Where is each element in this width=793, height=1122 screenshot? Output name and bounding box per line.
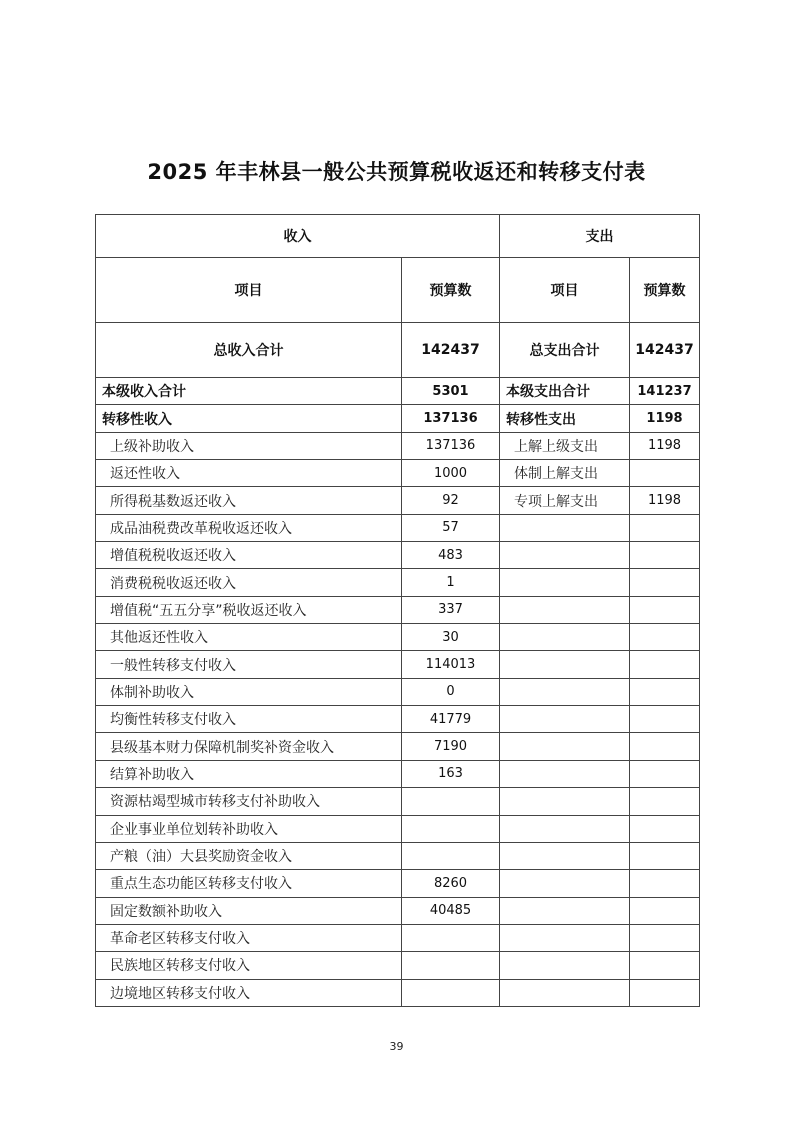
expense-item-label — [500, 788, 630, 815]
expense-budget-value: 1198 — [630, 405, 700, 432]
income-budget-value — [402, 815, 500, 842]
income-budget-value — [402, 979, 500, 1006]
expense-budget-value — [630, 706, 700, 733]
income-item-label: 固定数额补助收入 — [96, 897, 402, 924]
table-row — [96, 815, 700, 842]
expense-budget-value — [630, 542, 700, 569]
income-budget-value: 337 — [402, 596, 500, 623]
expense-item-label — [500, 924, 630, 951]
expense-budget-value — [630, 569, 700, 596]
table-row — [96, 870, 700, 897]
income-item-label: 体制补助收入 — [96, 678, 402, 705]
expense-budget-value — [630, 460, 700, 487]
expense-item-label — [500, 815, 630, 842]
total-expense-label: 总支出合计 — [500, 323, 630, 378]
expense-budget-value — [630, 952, 700, 979]
income-budget-value: 483 — [402, 542, 500, 569]
income-item-label: 增值税税收返还收入 — [96, 542, 402, 569]
income-budget-value: 41779 — [402, 706, 500, 733]
income-budget-value: 1 — [402, 569, 500, 596]
table-row — [96, 842, 700, 869]
expense-item-label: 转移性支出 — [500, 405, 630, 432]
budget-table — [95, 214, 700, 1007]
expense-budget-value — [630, 678, 700, 705]
income-item-label: 结算补助收入 — [96, 760, 402, 787]
expense-item-label — [500, 624, 630, 651]
income-item-label: 企业事业单位划转补助收入 — [96, 815, 402, 842]
income-item-label: 消费税税收返还收入 — [96, 569, 402, 596]
expense-item-label: 上解上级支出 — [500, 432, 630, 459]
income-budget-value — [402, 842, 500, 869]
income-group-header: 收入 — [96, 215, 500, 258]
income-budget-value: 30 — [402, 624, 500, 651]
income-item-label: 增值税“五五分享”税收返还收入 — [96, 596, 402, 623]
document-title: 2025 年丰林县一般公共预算税收返还和转移支付表 — [147, 160, 646, 184]
expense-item-label — [500, 596, 630, 623]
income-budget-value — [402, 952, 500, 979]
income-budget-value: 5301 — [402, 378, 500, 405]
expense-item-label: 专项上解支出 — [500, 487, 630, 514]
expense-item-label — [500, 842, 630, 869]
table-row — [96, 897, 700, 924]
income-budget-value: 7190 — [402, 733, 500, 760]
expense-budget-value — [630, 760, 700, 787]
table-row — [96, 651, 700, 678]
income-item-label: 民族地区转移支付收入 — [96, 952, 402, 979]
expense-budget-value — [630, 514, 700, 541]
income-item-label: 上级补助收入 — [96, 432, 402, 459]
expense-item-header: 项目 — [500, 258, 630, 323]
total-income-value: 142437 — [402, 323, 500, 378]
income-budget-value: 163 — [402, 760, 500, 787]
income-item-label: 本级收入合计 — [96, 378, 402, 405]
expense-group-header: 支出 — [500, 215, 700, 258]
column-header-row — [96, 258, 700, 323]
expense-budget-value — [630, 788, 700, 815]
total-income-label: 总收入合计 — [96, 323, 402, 378]
expense-budget-value: 141237 — [630, 378, 700, 405]
table-row — [96, 788, 700, 815]
income-budget-header: 预算数 — [402, 258, 500, 323]
expense-item-label — [500, 706, 630, 733]
expense-item-label — [500, 760, 630, 787]
expense-item-label — [500, 514, 630, 541]
total-expense-value: 142437 — [630, 323, 700, 378]
expense-budget-value — [630, 733, 700, 760]
expense-item-label — [500, 897, 630, 924]
income-budget-value — [402, 924, 500, 951]
table-row — [96, 924, 700, 951]
income-budget-value: 1000 — [402, 460, 500, 487]
income-item-label: 其他返还性收入 — [96, 624, 402, 651]
expense-item-label — [500, 569, 630, 596]
income-budget-value: 57 — [402, 514, 500, 541]
income-item-label: 县级基本财力保障机制奖补资金收入 — [96, 733, 402, 760]
income-item-label: 产粮（油）大县奖励资金收入 — [96, 842, 402, 869]
table-row — [96, 706, 700, 733]
income-item-label: 转移性收入 — [96, 405, 402, 432]
expense-item-label: 本级支出合计 — [500, 378, 630, 405]
expense-item-label — [500, 870, 630, 897]
table-row — [96, 733, 700, 760]
table-row — [96, 596, 700, 623]
expense-budget-value — [630, 624, 700, 651]
expense-budget-value — [630, 897, 700, 924]
table-row — [96, 624, 700, 651]
income-budget-value — [402, 788, 500, 815]
expense-item-label: 体制上解支出 — [500, 460, 630, 487]
income-item-label: 重点生态功能区转移支付收入 — [96, 870, 402, 897]
expense-budget-value — [630, 870, 700, 897]
expense-budget-value — [630, 842, 700, 869]
table-row — [96, 760, 700, 787]
expense-budget-value — [630, 815, 700, 842]
table-row — [96, 678, 700, 705]
income-budget-value: 0 — [402, 678, 500, 705]
expense-budget-value — [630, 924, 700, 951]
table-row — [96, 487, 700, 514]
expense-budget-value — [630, 651, 700, 678]
expense-item-label — [500, 733, 630, 760]
expense-item-label — [500, 678, 630, 705]
table-row — [96, 405, 700, 432]
income-item-header: 项目 — [96, 258, 402, 323]
income-budget-value: 40485 — [402, 897, 500, 924]
grand-total-row — [96, 323, 700, 378]
table-row — [96, 952, 700, 979]
income-budget-value: 137136 — [402, 405, 500, 432]
table-row — [96, 378, 700, 405]
income-item-label: 均衡性转移支付收入 — [96, 706, 402, 733]
income-item-label: 所得税基数返还收入 — [96, 487, 402, 514]
table-row — [96, 542, 700, 569]
expense-budget-value: 1198 — [630, 487, 700, 514]
income-item-label: 返还性收入 — [96, 460, 402, 487]
table-row — [96, 432, 700, 459]
expense-item-label — [500, 542, 630, 569]
income-budget-value: 137136 — [402, 432, 500, 459]
income-item-label: 成品油税费改革税收返还收入 — [96, 514, 402, 541]
expense-budget-value: 1198 — [630, 432, 700, 459]
group-header-row — [96, 215, 700, 258]
page-number: 39 — [389, 1040, 404, 1053]
table-row — [96, 514, 700, 541]
expense-budget-header: 预算数 — [630, 258, 700, 323]
income-item-label: 资源枯竭型城市转移支付补助收入 — [96, 788, 402, 815]
expense-budget-value — [630, 979, 700, 1006]
income-budget-value: 114013 — [402, 651, 500, 678]
income-budget-value: 92 — [402, 487, 500, 514]
income-item-label: 一般性转移支付收入 — [96, 651, 402, 678]
expense-budget-value — [630, 596, 700, 623]
table-row — [96, 979, 700, 1006]
table-row — [96, 460, 700, 487]
expense-item-label — [500, 952, 630, 979]
income-budget-value: 8260 — [402, 870, 500, 897]
income-item-label: 边境地区转移支付收入 — [96, 979, 402, 1006]
income-item-label: 革命老区转移支付收入 — [96, 924, 402, 951]
expense-item-label — [500, 651, 630, 678]
expense-item-label — [500, 979, 630, 1006]
table-row — [96, 569, 700, 596]
